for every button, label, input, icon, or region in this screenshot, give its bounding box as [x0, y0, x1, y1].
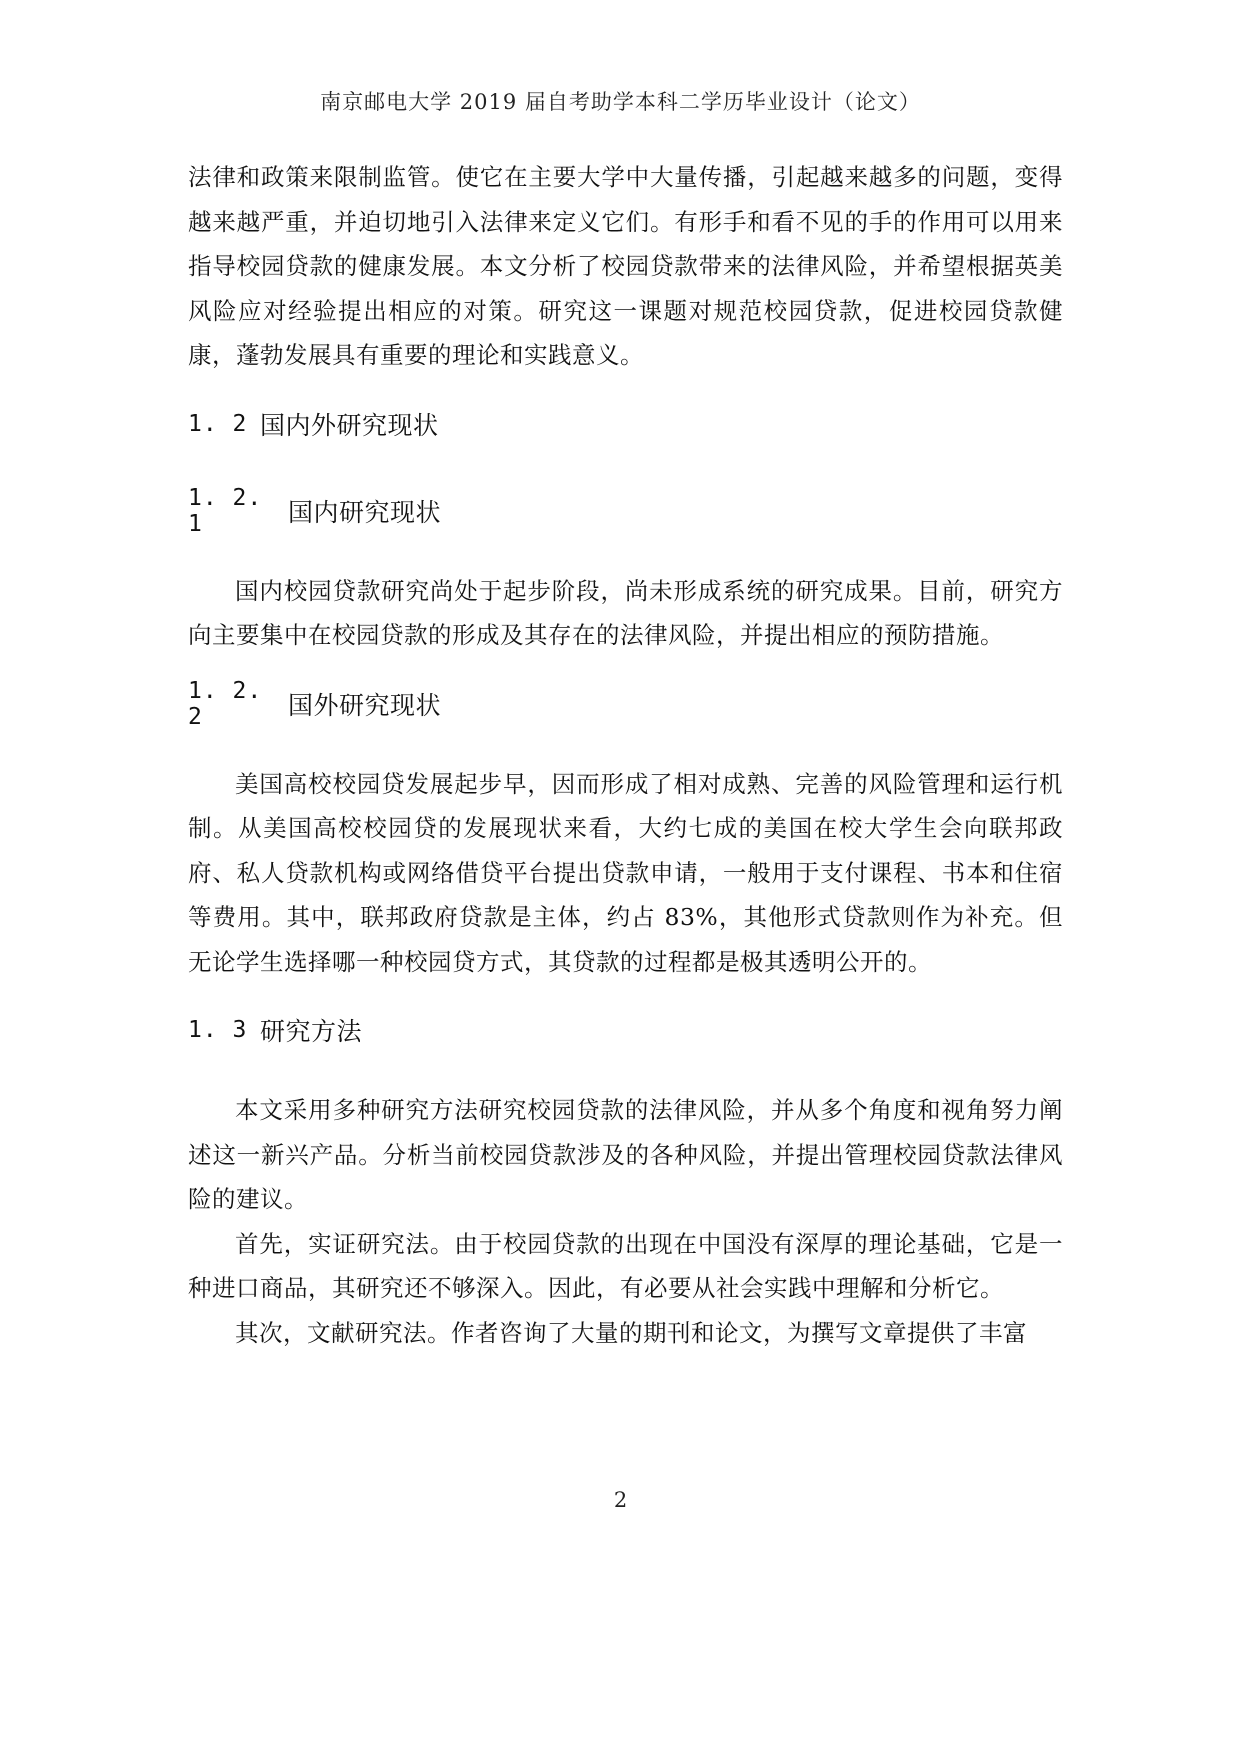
- subsection-number: 1. 2. 1: [188, 484, 263, 537]
- subsection-heading-1-2-2: [188, 677, 1063, 730]
- continuation-paragraph: 法律和政策来限制监管。使它在主要大学中大量传播，引起越来越多的问题，变得越来越严重，并迫切地引入法律来定义它们。有形手和看不见的手的作用可以用来指导校园贷款的健康发展。本文分析了校园贷款带来的法律风险，并希望根据英美风险应对经验提出相应的对策。研究这一课题对规范校园贷款，促进校园贷款健康，蓬勃发展具有重要的理论和实践意义。: [188, 163, 1063, 369]
- section-title: 研究方法: [260, 1017, 363, 1046]
- section-number: 1. 2: [188, 410, 248, 437]
- section-number: 1. 3: [188, 1017, 248, 1043]
- section-title: 国内外研究现状: [260, 410, 439, 440]
- page-number: 2: [613, 1488, 628, 1512]
- empirical-method-paragraph: 首先，实证研究法。由于校园贷款的出现在中国没有深厚的理论基础，它是一种进口商品，其研究还不够深入。因此，有必要从社会实践中理解和分析它。: [188, 1229, 1063, 1302]
- literature-method-paragraph: 其次，文献研究法。作者咨询了大量的期刊和论文，为撰写文章提供了丰富: [235, 1318, 1027, 1347]
- domestic-research-paragraph: 国内校园贷款研究尚处于起步阶段，尚未形成系统的研究成果。目前，研究方向主要集中在校园贷款的形成及其存在的法律风险，并提出相应的预防措施。: [188, 576, 1063, 649]
- page-body: [188, 155, 1063, 1355]
- subsection-title: 国外研究现状: [288, 690, 442, 720]
- section-heading-1-2: [188, 402, 1063, 446]
- methods-intro-paragraph: 本文采用多种研究方法研究校园贷款的法律风险，并从多个角度和视角努力阐述这一新兴产品。分析当前校园贷款涉及的各种风险，并提出管理校园贷款法律风险的建议。: [188, 1096, 1063, 1213]
- subsection-number: 1. 2. 2: [188, 677, 263, 730]
- subsection-title: 国内研究现状: [288, 497, 442, 527]
- foreign-research-paragraph: 美国高校校园贷发展起步早，因而形成了相对成熟、完善的风险管理和运行机制。从美国高校校园贷的发展现状来看，大约七成的美国在校大学生会向联邦政府、私人贷款机构或网络借贷平台提出贷款申请，一般用于支付课程、书本和住宿等费用。其中，联邦政府贷款是主体，约占 83%，其他形式贷款则作为补充。但无论学生选择哪一种校园贷方式，其贷款的过程都是极其透明公开的。: [188, 769, 1063, 976]
- running-header: 南京邮电大学 2019 届自考助学本科二学历毕业设计（论文）: [320, 90, 921, 114]
- section-heading-1-3: [188, 1008, 1063, 1052]
- subsection-heading-1-2-1: [188, 484, 1063, 537]
